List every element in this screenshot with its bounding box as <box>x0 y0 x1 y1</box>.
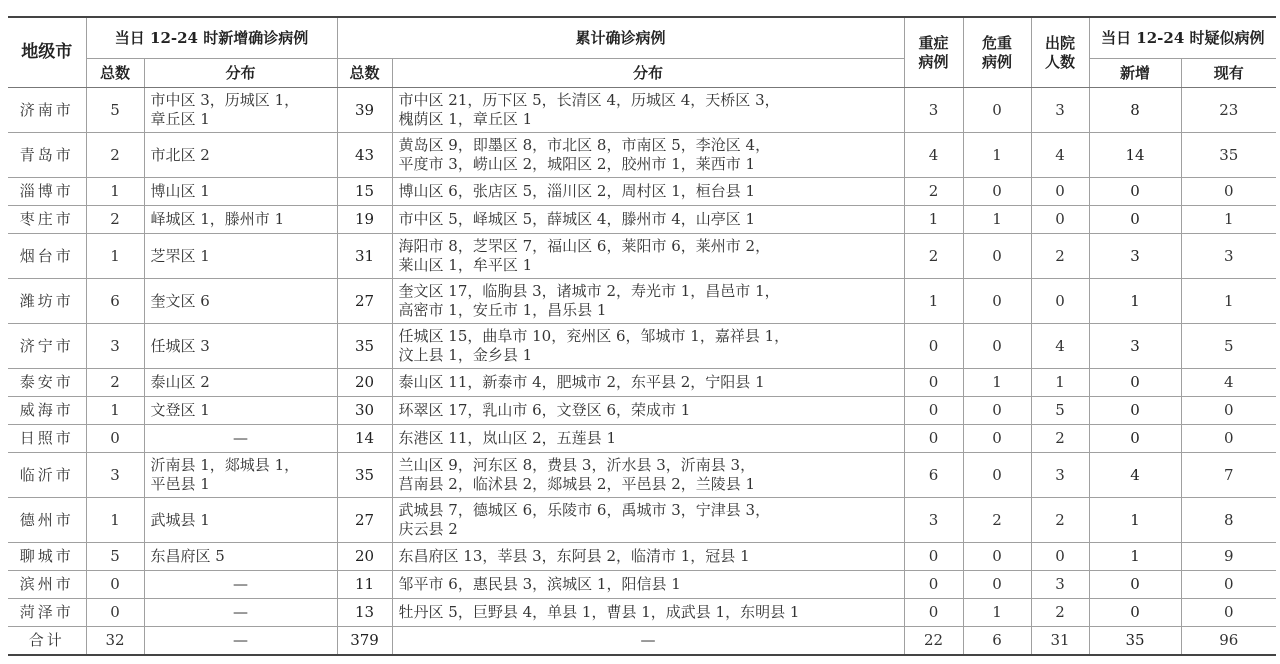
cumulative-total-cell: 11 <box>337 571 392 599</box>
discharged-cell: 2 <box>1031 498 1089 543</box>
new-total-cell: 5 <box>86 88 144 133</box>
suspected-new-cell: 0 <box>1089 206 1181 234</box>
city-cell: 临沂市 <box>8 453 86 498</box>
discharged-cell: 5 <box>1031 397 1089 425</box>
table-body <box>8 88 1276 655</box>
city-cell: 菏泽市 <box>8 599 86 627</box>
cumulative-distribution-cell: 奎文区 17，临朐县 3，诸城市 2，寿光市 1，昌邑市 1， 高密市 1，安丘市 1，昌乐县 1 <box>392 279 904 324</box>
cumulative-total-cell: 39 <box>337 88 392 133</box>
city-cell: 滨州市 <box>8 571 86 599</box>
table-row <box>8 425 1276 453</box>
critical-cell: 0 <box>963 279 1031 324</box>
new-total-cell: 2 <box>86 206 144 234</box>
cumulative-distribution-cell: 武城县 7，德城区 6，乐陵市 6，禹城市 3，宁津县 3， 庆云县 2 <box>392 498 904 543</box>
new-total-cell: 0 <box>86 425 144 453</box>
new-distribution-cell: — <box>144 599 337 627</box>
suspected-new-cell: 1 <box>1089 498 1181 543</box>
discharged-cell: 3 <box>1031 88 1089 133</box>
table-row <box>8 571 1276 599</box>
suspected-new-cell: 8 <box>1089 88 1181 133</box>
new-distribution-cell: 任城区 3 <box>144 324 337 369</box>
suspected-current-cell: 23 <box>1181 88 1276 133</box>
cumulative-total-cell: 13 <box>337 599 392 627</box>
critical-cell: 1 <box>963 206 1031 234</box>
suspected-current-cell: 96 <box>1181 627 1276 655</box>
discharged-cell: 2 <box>1031 599 1089 627</box>
cumulative-total-cell: 27 <box>337 279 392 324</box>
suspected-current-cell: 1 <box>1181 206 1276 234</box>
table-row <box>8 279 1276 324</box>
severe-cell: 2 <box>904 234 963 279</box>
discharged-cell: 31 <box>1031 627 1089 655</box>
new-total-cell: 32 <box>86 627 144 655</box>
table-container <box>8 16 1276 656</box>
severe-cell: 0 <box>904 324 963 369</box>
cumulative-total-cell: 31 <box>337 234 392 279</box>
critical-cell: 0 <box>963 453 1031 498</box>
suspected-current-cell: 0 <box>1181 397 1276 425</box>
suspected-current-cell: 35 <box>1181 133 1276 178</box>
critical-cell: 0 <box>963 178 1031 206</box>
suspected-new-cell: 0 <box>1089 599 1181 627</box>
table-row <box>8 543 1276 571</box>
cumulative-distribution-cell: 市中区 21，历下区 5，长清区 4，历城区 4，天桥区 3， 槐荫区 1，章丘区 1 <box>392 88 904 133</box>
new-distribution-header: 分布 <box>144 59 337 88</box>
new-total-cell: 2 <box>86 133 144 178</box>
discharged-cell: 4 <box>1031 324 1089 369</box>
new-total-cell: 3 <box>86 453 144 498</box>
severe-cell: 0 <box>904 397 963 425</box>
severe-cell: 0 <box>904 543 963 571</box>
table-row <box>8 369 1276 397</box>
discharged-cell: 1 <box>1031 369 1089 397</box>
cumulative-total-cell: 30 <box>337 397 392 425</box>
severe-cell: 22 <box>904 627 963 655</box>
suspected-current-cell: 1 <box>1181 279 1276 324</box>
table-row <box>8 324 1276 369</box>
critical-cell: 1 <box>963 369 1031 397</box>
severe-cell: 2 <box>904 178 963 206</box>
discharged-cell: 3 <box>1031 571 1089 599</box>
suspected-new-cell: 0 <box>1089 369 1181 397</box>
new-total-cell: 1 <box>86 178 144 206</box>
city-cell: 济南市 <box>8 88 86 133</box>
severe-cell: 0 <box>904 599 963 627</box>
severe-cell: 1 <box>904 206 963 234</box>
new-distribution-cell: 峄城区 1，滕州市 1 <box>144 206 337 234</box>
city-cell: 合计 <box>8 627 86 655</box>
critical-header: 危重 病例 <box>963 17 1031 88</box>
cumulative-total-cell: 20 <box>337 543 392 571</box>
new-distribution-cell: 武城县 1 <box>144 498 337 543</box>
cumulative-total-cell: 43 <box>337 133 392 178</box>
new-total-cell: 1 <box>86 397 144 425</box>
city-cell: 潍坊市 <box>8 279 86 324</box>
cumulative-distribution-cell: 牡丹区 5，巨野县 4，单县 1，曹县 1，成武县 1，东明县 1 <box>392 599 904 627</box>
new-distribution-cell: 奎文区 6 <box>144 279 337 324</box>
city-cell: 泰安市 <box>8 369 86 397</box>
discharged-cell: 4 <box>1031 133 1089 178</box>
discharged-cell: 2 <box>1031 425 1089 453</box>
cumulative-total-cell: 27 <box>337 498 392 543</box>
cumulative-total-cell: 19 <box>337 206 392 234</box>
cumulative-distribution-cell: 黄岛区 9，即墨区 8，市北区 8，市南区 5，李沧区 4， 平度市 3，崂山区 2，城阳区 2，胶州市 1，莱西市 1 <box>392 133 904 178</box>
new-distribution-cell: — <box>144 571 337 599</box>
header-row-1 <box>8 17 1276 59</box>
cumulative-total-cell: 35 <box>337 324 392 369</box>
city-cell: 威海市 <box>8 397 86 425</box>
new-total-header: 总数 <box>86 59 144 88</box>
critical-cell: 0 <box>963 88 1031 133</box>
critical-cell: 0 <box>963 324 1031 369</box>
severe-cell: 3 <box>904 88 963 133</box>
cumulative-total-header: 总数 <box>337 59 392 88</box>
cumulative-distribution-cell: 市中区 5，峄城区 5，薛城区 4，滕州市 4，山亭区 1 <box>392 206 904 234</box>
suspected-current-cell: 0 <box>1181 178 1276 206</box>
suspected-new-cell: 0 <box>1089 397 1181 425</box>
discharged-cell: 0 <box>1031 279 1089 324</box>
cumulative-distribution-cell: 兰山区 9，河东区 8，费县 3，沂水县 3，沂南县 3， 莒南县 2，临沭县 2，郯城县 2，平邑县 2，兰陵县 1 <box>392 453 904 498</box>
critical-cell: 0 <box>963 234 1031 279</box>
new-total-cell: 0 <box>86 571 144 599</box>
discharged-cell: 0 <box>1031 543 1089 571</box>
cumulative-distribution-cell: 泰山区 11，新泰市 4，肥城市 2，东平县 2，宁阳县 1 <box>392 369 904 397</box>
discharged-cell: 0 <box>1031 206 1089 234</box>
case-statistics-table <box>8 16 1276 656</box>
new-total-cell: 5 <box>86 543 144 571</box>
suspected-current-cell: 7 <box>1181 453 1276 498</box>
severe-cell: 1 <box>904 279 963 324</box>
new-distribution-cell: 市北区 2 <box>144 133 337 178</box>
severe-cell: 0 <box>904 425 963 453</box>
new-distribution-cell: — <box>144 425 337 453</box>
new-distribution-cell: 文登区 1 <box>144 397 337 425</box>
new-total-cell: 2 <box>86 369 144 397</box>
suspected-current-cell: 8 <box>1181 498 1276 543</box>
suspected-new-cell: 3 <box>1089 324 1181 369</box>
city-cell: 聊城市 <box>8 543 86 571</box>
city-cell: 德州市 <box>8 498 86 543</box>
suspected-current-cell: 0 <box>1181 425 1276 453</box>
new-confirmed-header: 当日 12-24 时新增确诊病例 <box>86 17 337 59</box>
city-cell: 济宁市 <box>8 324 86 369</box>
suspected-new-cell: 35 <box>1089 627 1181 655</box>
new-total-cell: 1 <box>86 498 144 543</box>
suspected-header: 当日 12-24 时疑似病例 <box>1089 17 1276 59</box>
city-cell: 淄博市 <box>8 178 86 206</box>
suspected-new-cell: 1 <box>1089 543 1181 571</box>
cumulative-total-cell: 15 <box>337 178 392 206</box>
critical-cell: 6 <box>963 627 1031 655</box>
severe-header: 重症 病例 <box>904 17 963 88</box>
total-row <box>8 627 1276 655</box>
suspected-new-cell: 0 <box>1089 178 1181 206</box>
table-row <box>8 397 1276 425</box>
table-row <box>8 234 1276 279</box>
table-row <box>8 599 1276 627</box>
new-total-cell: 0 <box>86 599 144 627</box>
suspected-new-cell: 14 <box>1089 133 1181 178</box>
critical-cell: 0 <box>963 571 1031 599</box>
table-row <box>8 178 1276 206</box>
cumulative-distribution-cell: 环翠区 17，乳山市 6，文登区 6，荣成市 1 <box>392 397 904 425</box>
new-total-cell: 6 <box>86 279 144 324</box>
critical-cell: 2 <box>963 498 1031 543</box>
discharged-cell: 2 <box>1031 234 1089 279</box>
cumulative-total-cell: 14 <box>337 425 392 453</box>
city-cell: 青岛市 <box>8 133 86 178</box>
severe-cell: 3 <box>904 498 963 543</box>
critical-cell: 0 <box>963 425 1031 453</box>
suspected-current-cell: 4 <box>1181 369 1276 397</box>
new-distribution-cell: — <box>144 627 337 655</box>
discharged-header: 出院 人数 <box>1031 17 1089 88</box>
cumulative-distribution-cell: 任城区 15，曲阜市 10，兖州区 6，邹城市 1，嘉祥县 1， 汶上县 1，金乡县 1 <box>392 324 904 369</box>
critical-cell: 0 <box>963 543 1031 571</box>
cumulative-distribution-header: 分布 <box>392 59 904 88</box>
discharged-cell: 0 <box>1031 178 1089 206</box>
cumulative-header: 累计确诊病例 <box>337 17 904 59</box>
suspected-new-cell: 1 <box>1089 279 1181 324</box>
cumulative-distribution-cell: 东昌府区 13，莘县 3，东阿县 2，临清市 1，冠县 1 <box>392 543 904 571</box>
cumulative-total-cell: 20 <box>337 369 392 397</box>
new-total-cell: 1 <box>86 234 144 279</box>
cumulative-distribution-cell: 东港区 11，岚山区 2，五莲县 1 <box>392 425 904 453</box>
suspected-current-header: 现有 <box>1181 59 1276 88</box>
severe-cell: 0 <box>904 571 963 599</box>
suspected-new-header: 新增 <box>1089 59 1181 88</box>
suspected-new-cell: 0 <box>1089 425 1181 453</box>
critical-cell: 1 <box>963 133 1031 178</box>
new-distribution-cell: 沂南县 1，郯城县 1， 平邑县 1 <box>144 453 337 498</box>
severe-cell: 6 <box>904 453 963 498</box>
table-row <box>8 453 1276 498</box>
city-header: 地级市 <box>8 17 86 88</box>
cumulative-total-cell: 379 <box>337 627 392 655</box>
city-cell: 日照市 <box>8 425 86 453</box>
table-row <box>8 88 1276 133</box>
city-cell: 烟台市 <box>8 234 86 279</box>
table-row <box>8 133 1276 178</box>
suspected-current-cell: 3 <box>1181 234 1276 279</box>
new-distribution-cell: 泰山区 2 <box>144 369 337 397</box>
table-row <box>8 498 1276 543</box>
new-distribution-cell: 市中区 3，历城区 1， 章丘区 1 <box>144 88 337 133</box>
severe-cell: 0 <box>904 369 963 397</box>
suspected-current-cell: 0 <box>1181 599 1276 627</box>
discharged-cell: 3 <box>1031 453 1089 498</box>
cumulative-total-cell: 35 <box>337 453 392 498</box>
cumulative-distribution-cell: 邹平市 6，惠民县 3，滨城区 1，阳信县 1 <box>392 571 904 599</box>
suspected-new-cell: 4 <box>1089 453 1181 498</box>
suspected-current-cell: 5 <box>1181 324 1276 369</box>
critical-cell: 0 <box>963 397 1031 425</box>
new-total-cell: 3 <box>86 324 144 369</box>
new-distribution-cell: 东昌府区 5 <box>144 543 337 571</box>
suspected-new-cell: 0 <box>1089 571 1181 599</box>
cumulative-distribution-cell: 博山区 6，张店区 5，淄川区 2，周村区 1，桓台县 1 <box>392 178 904 206</box>
new-distribution-cell: 博山区 1 <box>144 178 337 206</box>
cumulative-distribution-cell: — <box>392 627 904 655</box>
table-header <box>8 17 1276 88</box>
new-distribution-cell: 芝罘区 1 <box>144 234 337 279</box>
cumulative-distribution-cell: 海阳市 8，芝罘区 7，福山区 6，莱阳市 6，莱州市 2， 莱山区 1，牟平区 1 <box>392 234 904 279</box>
severe-cell: 4 <box>904 133 963 178</box>
suspected-current-cell: 0 <box>1181 571 1276 599</box>
suspected-current-cell: 9 <box>1181 543 1276 571</box>
table-row <box>8 206 1276 234</box>
critical-cell: 1 <box>963 599 1031 627</box>
suspected-new-cell: 3 <box>1089 234 1181 279</box>
city-cell: 枣庄市 <box>8 206 86 234</box>
